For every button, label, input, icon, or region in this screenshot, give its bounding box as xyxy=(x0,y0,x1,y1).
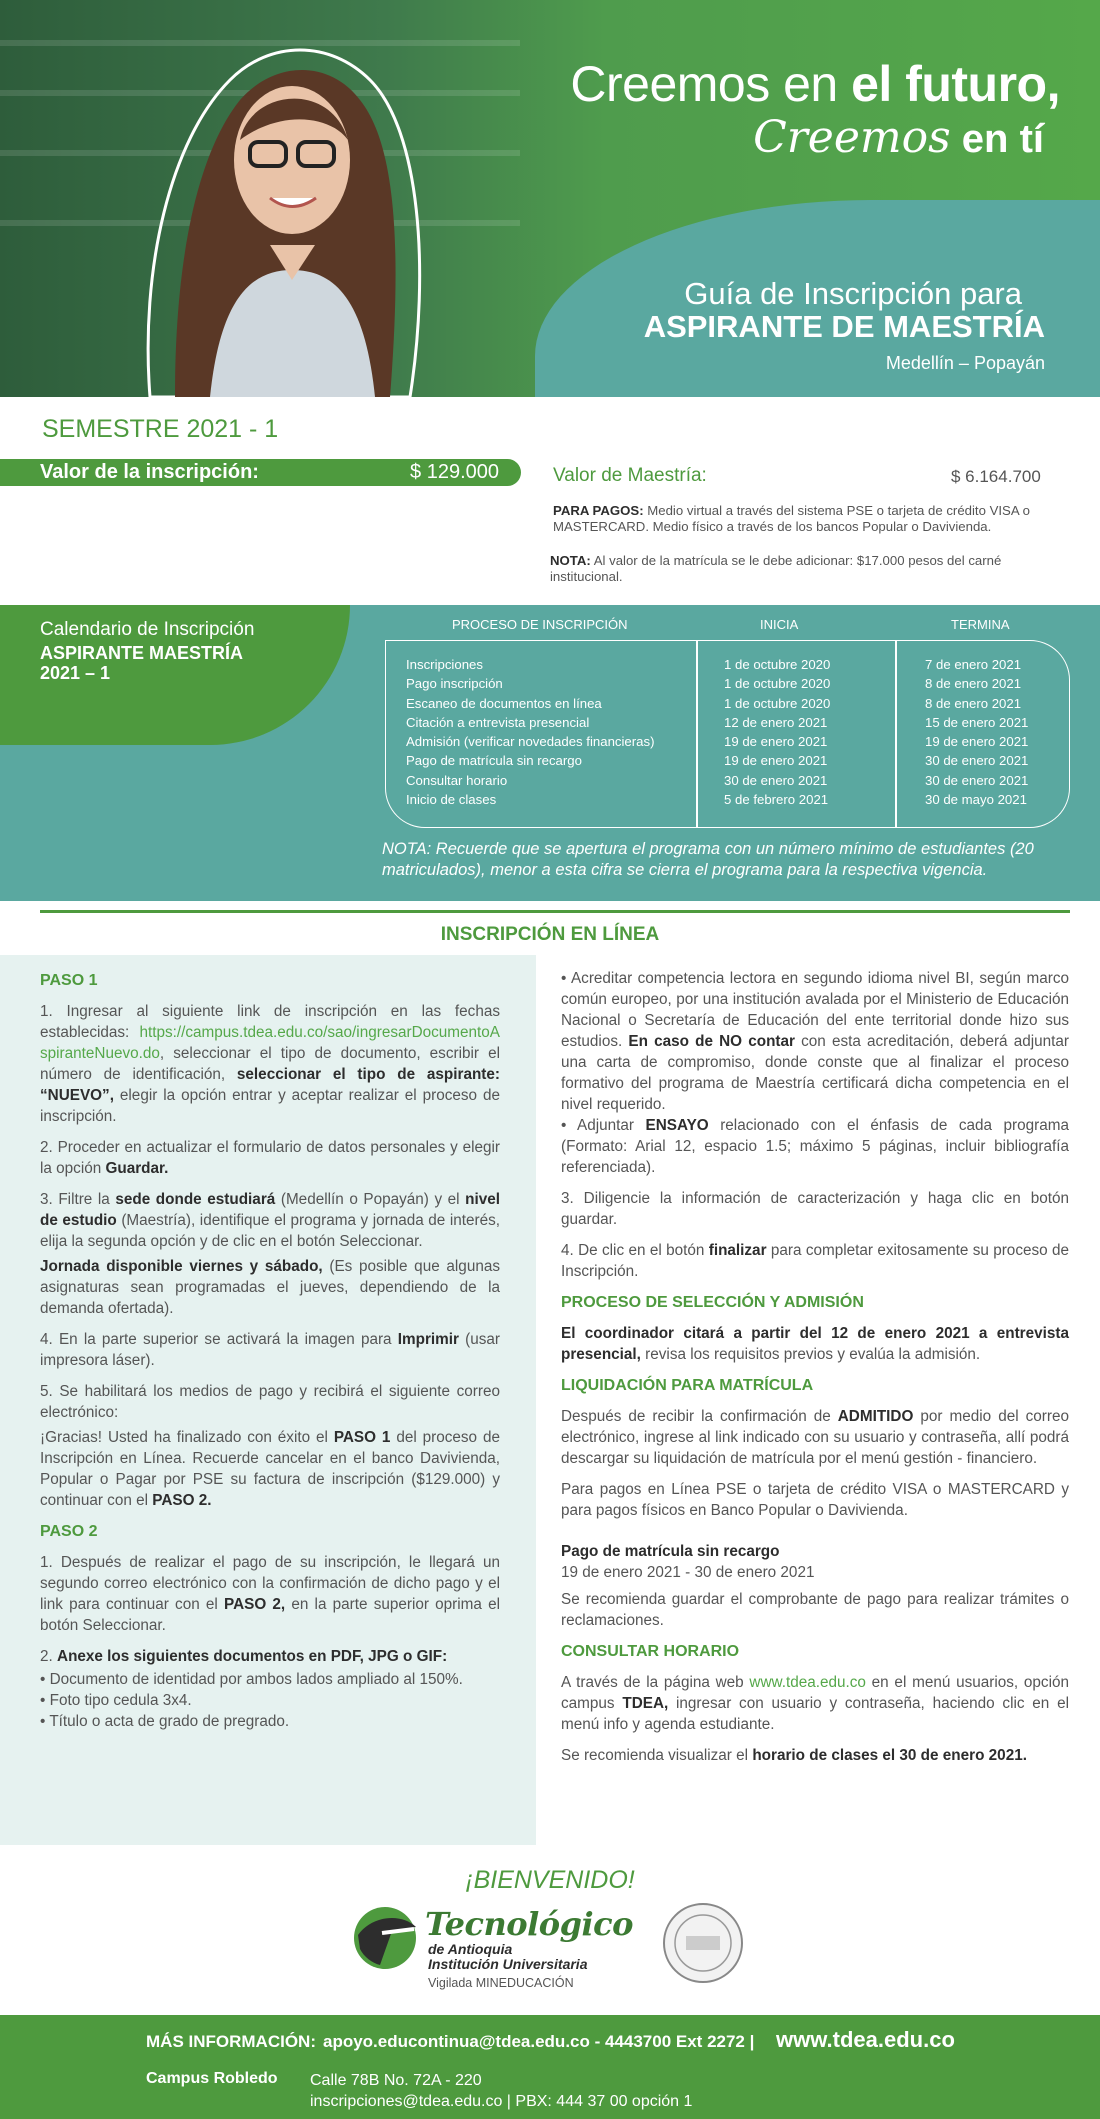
hero-subheadline: Creemos en tí xyxy=(753,112,1044,163)
paso1-step4: 4. En la parte superior se activará la imagen para Imprimir (usar impresora láser). xyxy=(40,1331,500,1369)
paso1-heading: PASO 1 xyxy=(40,972,98,989)
inscription-price-bar xyxy=(0,459,521,486)
table-cell: 8 de enero 2021 xyxy=(925,695,1022,711)
paso1-email-message: ¡Gracias! Usted ha finalizado con éxito el PASO 1 del proceso de Inscripción en Línea. Recuerde cancelar en el banco Davivienda, Popular o Pagar por PSE su factura de inscripción ($129.000) y continuar con el PASO 2. xyxy=(40,1429,500,1509)
table-cell: 19 de enero 2021 xyxy=(724,753,828,769)
table-cell: 30 de enero 2021 xyxy=(925,753,1029,769)
vigilada-label: Vigilada MINEDUCACIÓN xyxy=(428,1976,574,1990)
seleccion-heading: PROCESO DE SELECCIÓN Y ADMISIÓN xyxy=(561,1294,864,1311)
inscription-link[interactable]: https://campus.tdea.edu.co/sao/ingresarDocumentoAspiranteNuevo.do xyxy=(40,1024,500,1062)
list-item: • Foto tipo cedula 3x4. xyxy=(40,1692,192,1709)
more-info-label: MÁS INFORMACIÓN: xyxy=(146,2032,316,2051)
requirement-language: • Acreditar competencia lectora en segundo idioma nivel BI, según marco común europeo, por una institución avalada por el Ministerio de Educación Nacional o Secretaría de Educación del ente territorial donde hizo sus estudios. En caso de NO contar con esta acreditación, deberá adjuntar una carta de compromiso, donde conste que al finalizar el proceso formativo del programa de Maestría certificará dicha competencia en el nivel requerido. xyxy=(561,970,1069,1113)
logo-name: Tecnológico xyxy=(425,1905,633,1943)
calendar-subtitle: ASPIRANTE MAESTRÍA 2021 – 1 xyxy=(40,643,244,683)
tdea-logo-icon xyxy=(352,1905,422,1971)
maestria-label: Valor de Maestría: xyxy=(553,465,707,486)
table-cell: 1 de octubre 2020 xyxy=(724,676,831,692)
guide-title: Guía de Inscripción para xyxy=(684,276,1022,311)
table-divider xyxy=(895,641,897,827)
calendar-col-inicia xyxy=(724,655,830,809)
calendar-header-termina: TERMINA xyxy=(951,617,1010,632)
welcome-text: ¡BIENVENIDO! xyxy=(465,1866,635,1894)
pago-dates: 19 de enero 2021 - 30 de enero 2021 xyxy=(561,1564,815,1581)
table-cell: 30 de enero 2021 xyxy=(925,772,1029,788)
table-cell: 30 de mayo 2021 xyxy=(925,792,1027,808)
table-cell: 8 de enero 2021 xyxy=(925,676,1022,692)
paso1-step3: 3. Filtre la sede donde estudiará (Medellín o Popayán) y el nivel de estudio (Maestría), identifique el programa y jornada de interés, elija la segunda opción y de clic en el botón Seleccionar. xyxy=(40,1191,501,1250)
paso2-step2: 2. Anexe los siguientes documentos en PDF, JPG o GIF: xyxy=(40,1648,448,1665)
online-section-title: INSCRIPCIÓN EN LÍNEA xyxy=(440,924,660,945)
table-cell: 1 de octubre 2020 xyxy=(724,695,831,711)
calendar-col-termina xyxy=(925,655,1028,809)
table-cell: 5 de febrero 2021 xyxy=(724,792,829,808)
hero-headline: Creemos en el futuro, xyxy=(570,56,1060,112)
table-cell: 30 de enero 2021 xyxy=(724,772,828,788)
footer-website-link[interactable]: www.tdea.edu.co xyxy=(776,2027,955,2052)
calendar-section xyxy=(0,605,1100,901)
tuition-note: NOTA: Al valor de la matrícula se le debe adicionar: $17.000 pesos del carné institucional. xyxy=(550,553,1002,584)
right-column xyxy=(561,968,1069,1776)
guide-cities: Medellín – Popayán xyxy=(885,353,1045,373)
footer-bar xyxy=(0,2015,1100,2119)
list-item: • Documento de identidad por ambos lados ampliado al 150%. xyxy=(40,1671,463,1688)
table-cell: 7 de enero 2021 xyxy=(925,657,1022,672)
website-link[interactable]: www.tdea.edu.co xyxy=(749,1674,866,1691)
table-cell: 19 de enero 2021 xyxy=(724,734,828,750)
liquidacion-text: Después de recibir la confirmación de ADMITIDO por medio del correo electrónico, ingrese al link indicado con su usuario y contraseña, allí podrá descargar su liquidación de matrícula por el menú gestión - financiero. xyxy=(561,1408,1069,1467)
paso2-step4: 4. De clic en el botón finalizar para completar exitosamente su proceso de Inscripción. xyxy=(561,1242,1069,1280)
table-divider xyxy=(696,641,698,827)
table-cell: 1 de octubre 2020 xyxy=(724,657,831,672)
campus-label: Campus Robledo xyxy=(146,2070,278,2087)
calendar-title: Calendario de Inscripción xyxy=(40,619,255,640)
calendar-col-proceso xyxy=(406,655,654,809)
paso1-step1: 1. Ingresar al siguiente link de inscripción en las fechas establecidas: https://campus.tdea.edu.co/sao/ingresarDocumentoAspiranteNuevo.do, seleccionar el tipo de documento, escribir el número de identificación, seleccionar el tipo de aspirante: “NUEVO”, elegir la opción entrar y aceptar realizar el proceso de inscripción. xyxy=(40,1003,500,1125)
inscription-label: Valor de la inscripción: xyxy=(40,461,259,483)
campus-address: Calle 78B No. 72A - 220 inscripciones@tdea.edu.co | PBX: 444 37 00 opción 1 xyxy=(310,2072,693,2110)
table-cell: Inicio de clases xyxy=(406,792,497,808)
horario-recommendation: Se recomienda visualizar el horario de clases el 30 de enero 2021. xyxy=(561,1747,1027,1764)
paso2-heading: PASO 2 xyxy=(40,1523,98,1540)
pago-recommendation: Se recomienda guardar el comprobante de pago para realizar trámites o reclamaciones. xyxy=(561,1591,1069,1629)
accreditation-seal-icon xyxy=(662,1902,744,1984)
paso1-jornada: Jornada disponible viernes y sábado, (Es posible que algunas asignaturas sean programadas el jueves, dependiendo de la demanda ofertada). xyxy=(40,1258,500,1317)
table-cell: 19 de enero 2021 xyxy=(925,734,1029,750)
liquidacion-payments: Para pagos en Línea PSE o tarjeta de crédito VISA o MASTERCARD y para pagos físicos en Banco Popular o Davivienda. xyxy=(561,1481,1069,1519)
table-cell: Pago de matrícula sin recargo xyxy=(406,753,582,769)
table-cell: 15 de enero 2021 xyxy=(925,714,1029,730)
table-cell: Pago inscripción xyxy=(406,676,503,692)
table-cell: 12 de enero 2021 xyxy=(724,714,828,730)
calendar-header-proceso: PROCESO DE INSCRIPCIÓN xyxy=(452,617,628,632)
paso2-step3: 3. Diligencie la información de caracterización y haga clic en botón guardar. xyxy=(561,1190,1069,1228)
horario-heading: CONSULTAR HORARIO xyxy=(561,1643,740,1660)
table-cell: Citación a entrevista presencial xyxy=(406,714,590,730)
calendar-header-inicia: INICIA xyxy=(760,617,799,632)
requirement-essay: • Adjuntar ENSAYO relacionado con el énfasis de cada programa (Formato: Arial 12, espacio 1.5; máximo 5 páginas, incluir bibliografía referenciada). xyxy=(561,1117,1069,1176)
paso1-step2: 2. Proceder en actualizar el formulario de datos personales y elegir la opción Guardar. xyxy=(40,1139,500,1177)
table-cell: Admisión (verificar novedades financieras) xyxy=(406,734,655,750)
logo-subname: de Antioquia xyxy=(428,1941,513,1957)
liquidacion-heading: LIQUIDACIÓN PARA MATRÍCULA xyxy=(561,1377,814,1394)
table-cell: Escaneo de documentos en línea xyxy=(406,695,602,711)
left-column xyxy=(40,970,500,1732)
student-portrait-icon xyxy=(80,20,475,397)
paso2-step1: 1. Después de realizar el pago de su inscripción, le llegará un segundo correo electrónico con la confirmación de dicho pago y el link para continuar con el PASO 2, en la parte superior oprima el botón Seleccionar. xyxy=(40,1554,500,1634)
semester-label: SEMESTRE 2021 - 1 xyxy=(42,415,279,443)
section-divider xyxy=(40,910,1070,913)
seleccion-text: El coordinador citará a partir del 12 de enero 2021 a entrevista presencial, revisa los requisitos previos y evalúa la admisión. xyxy=(561,1325,1069,1363)
guide-audience: ASPIRANTE DE MAESTRÍA xyxy=(643,309,1045,344)
contact-email[interactable]: apoyo.educontinua@tdea.edu.co - 4443700 Ext 2272 | xyxy=(323,2032,755,2051)
inscription-value: $ 129.000 xyxy=(410,461,499,483)
table-cell: Consultar horario xyxy=(406,772,508,788)
logo-institution: Institución Universitaria xyxy=(428,1956,588,1972)
calendar-note: NOTA: Recuerde que se apertura el programa con un número mínimo de estudiantes (20 matriculados), menor a esta cifra se cierra el programa para la respectiva vigencia. xyxy=(382,840,1034,879)
hero-banner xyxy=(0,0,1100,397)
horario-text: A través de la página web www.tdea.edu.co en el menú usuarios, opción campus TDEA, ingresar con usuario y contraseña, haciendo clic en el menú info y agenda estudiante. xyxy=(561,1674,1069,1733)
list-item: • Título o acta de grado de pregrado. xyxy=(40,1713,290,1730)
maestria-value: $ 6.164.700 xyxy=(951,467,1041,486)
pago-title: Pago de matrícula sin recargo xyxy=(561,1543,780,1560)
calendar-table xyxy=(385,640,1070,828)
paso1-step5: 5. Se habilitará los medios de pago y recibirá el siguiente correo electrónico: xyxy=(40,1383,500,1421)
payment-info: PARA PAGOS: Medio virtual a través del sistema PSE o tarjeta de crédito VISA o MASTERCARD. Medio físico a través de los bancos Popular o Davivienda. xyxy=(553,503,1030,534)
table-cell: Inscripciones xyxy=(406,657,483,672)
